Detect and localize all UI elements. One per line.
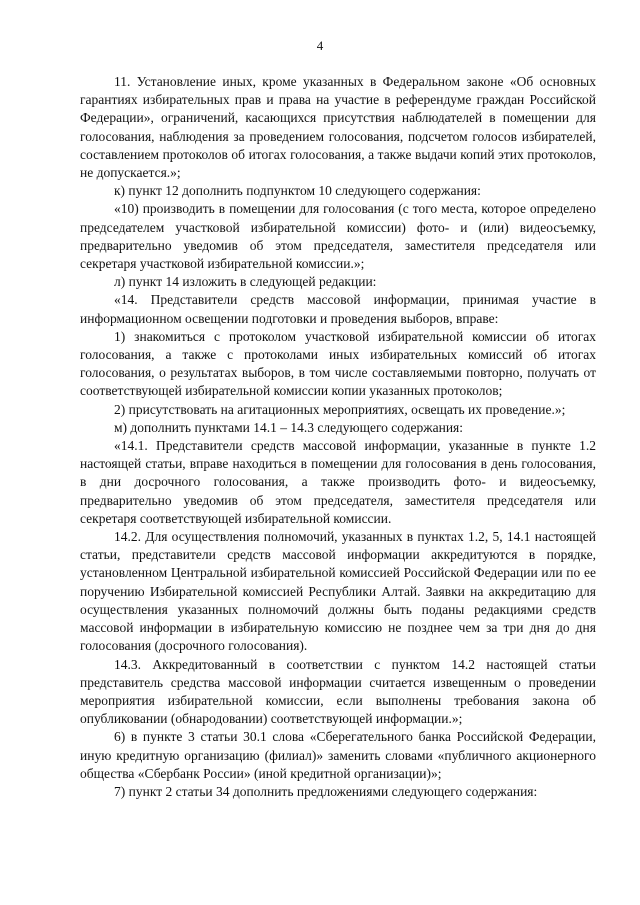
- paragraph-subitem-2: 2) присутствовать на агитационных мероприятиях, освещать их проведение.»;: [114, 401, 566, 417]
- paragraph-item-14-3: 14.3. Аккредитованный в соответствии с пунктом 14.2 настоящей статьи представитель средства массовой информации считается извещенным о проведении мероприятия избирательной комиссии, если выполнены требования закона об опубликовании (обнародовании) соответствующей информации.»;: [80, 656, 596, 727]
- document-body: [80, 73, 596, 801]
- paragraph-amend-l: л) пункт 14 изложить в следующей редакции:: [114, 274, 377, 290]
- paragraph-amend-m: м) дополнить пунктами 14.1 – 14.3 следующего содержания:: [114, 419, 464, 435]
- paragraph-item-11: 11. Установление иных, кроме указанных в Федеральном законе «Об основных гарантиях избирательных прав и права на участие в референдуме граждан Российской Федерации», ограничений, касающихся присутствия наблюдателей в помещении для голосования, наблюдения за проведением голосования, подсчетом голосов избирателей, составлением протоколов об итогах голосования, а также выдачи копий этих протоколов, не допускается.»;: [80, 74, 596, 181]
- paragraph-item-14-1: «14.1. Представители средств массовой информации, указанные в пункте 1.2 настоящей статьи, вправе находиться в помещении для голосования в день голосования, в дни досрочного голосования, а также производить фото- и видеосъемку, предварительно уведомив об этом председателя, заместителя председателя или секретаря соответствующей избирательной комиссии.: [80, 438, 596, 526]
- paragraph-item-14-2: 14.2. Для осуществления полномочий, указанных в пунктах 1.2, 5, 14.1 настоящей статьи, представители средств массовой информации аккредитуются в порядке, установленном Центральной избирательной комиссией Российской Федерации или по ее поручению Избирательной комиссией Республики Алтай. Заявки на аккредитацию для осуществления указанных полномочий должны быть поданы редакциями средств массовой информации в избирательную комиссию не позднее чем за три дня до дня голосования (досрочного голосования).: [80, 529, 596, 654]
- paragraph-amend-6: 6) в пункте 3 статьи 30.1 слова «Сберегательного банка Российской Федерации, иную кредитную организацию (филиал)» заменить словами «публичного акционерного общества «Сбербанк России» (иной кредитной организации)»;: [80, 729, 596, 781]
- page-number: 4: [316, 38, 324, 53]
- paragraph-subitem-10: «10) производить в помещении для голосования (с того места, которое определено председателем участковой избирательной комиссии) фото- и (или) видеосъемку, предварительно уведомив об этом председателя, заместителя председателя или секретаря участковой избирательной комиссии.»;: [80, 201, 596, 272]
- paragraph-amend-7: 7) пункт 2 статьи 34 дополнить предложениями следующего содержания:: [114, 783, 538, 799]
- paragraph-subitem-1: 1) знакомиться с протоколом участковой избирательной комиссии об итогах голосования, а также с протоколами иных избирательных комиссий об итогах голосования, о результатах выборов, в том числе составляемыми повторно, получать от соответствующей избирательной комиссии копии указанных протоколов;: [80, 328, 596, 399]
- paragraph-item-14: «14. Представители средств массовой информации, принимая участие в информационном освещении подготовки и проведения выборов, вправе:: [80, 292, 596, 326]
- paragraph-amend-k: к) пункт 12 дополнить подпунктом 10 следующего содержания:: [114, 183, 481, 199]
